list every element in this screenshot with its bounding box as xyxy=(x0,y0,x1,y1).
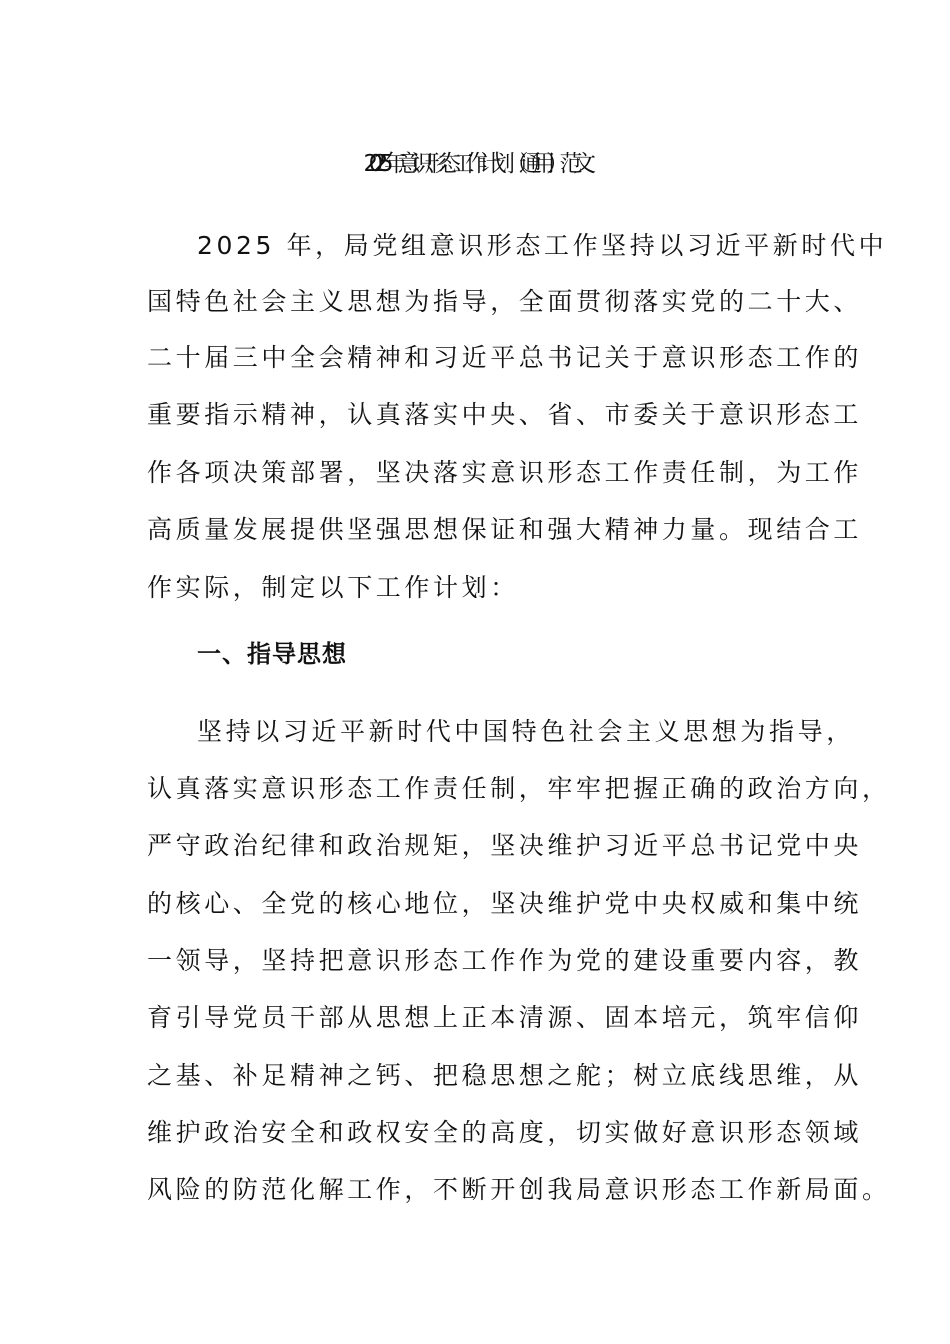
intro-line-1: 2025 年，局党组意识形态工作坚持以习近平新时代中 xyxy=(197,231,888,260)
intro-line-3: 二十届三中全会精神和习近平总书记关于意识形态工作的 xyxy=(147,343,863,372)
intro-line-7: 作实际，制定以下工作计划： xyxy=(147,573,519,602)
intro-line-6: 高质量发展提供坚强思想保证和强大精神力量。现结合工 xyxy=(147,515,863,544)
intro-line-2: 国特色社会主义思想为指导，全面贯彻落实党的二十大、 xyxy=(147,287,863,316)
section1-line-3: 严守政治纪律和政治规矩，坚决维护习近平总书记党中央 xyxy=(147,831,863,860)
section1-line-5: 一领导，坚持把意识形态工作作为党的建设重要内容，教 xyxy=(147,946,863,975)
intro-line-5: 作各项决策部署，坚决落实意识形态工作责任制，为工作 xyxy=(147,458,863,487)
section1-line-1: 坚持以习近平新时代中国特色社会主义思想为指导， xyxy=(197,717,855,746)
section-heading-guiding-ideology: 一、指导思想 xyxy=(197,640,347,668)
section1-line-8: 维护政治安全和政权安全的高度，切实做好意识形态领域 xyxy=(147,1118,863,1147)
document-title: 2025年意识形态工作计划（通用）范文 xyxy=(363,151,587,177)
section1-line-4: 的核心、全党的核心地位，坚决维护党中央权威和集中统 xyxy=(147,889,863,918)
section1-line-9: 风险的防范化解工作，不断开创我局意识形态工作新局面。 xyxy=(147,1175,891,1204)
section1-line-2: 认真落实意识形态工作责任制，牢牢把握正确的政治方向， xyxy=(147,774,891,803)
section1-line-7: 之基、补足精神之钙、把稳思想之舵；树立底线思维，从 xyxy=(147,1061,863,1090)
intro-line-4: 重要指示精神，认真落实中央、省、市委关于意识形态工 xyxy=(147,400,863,429)
section1-line-6: 育引导党员干部从思想上正本清源、固本培元，筑牢信仰 xyxy=(147,1003,863,1032)
